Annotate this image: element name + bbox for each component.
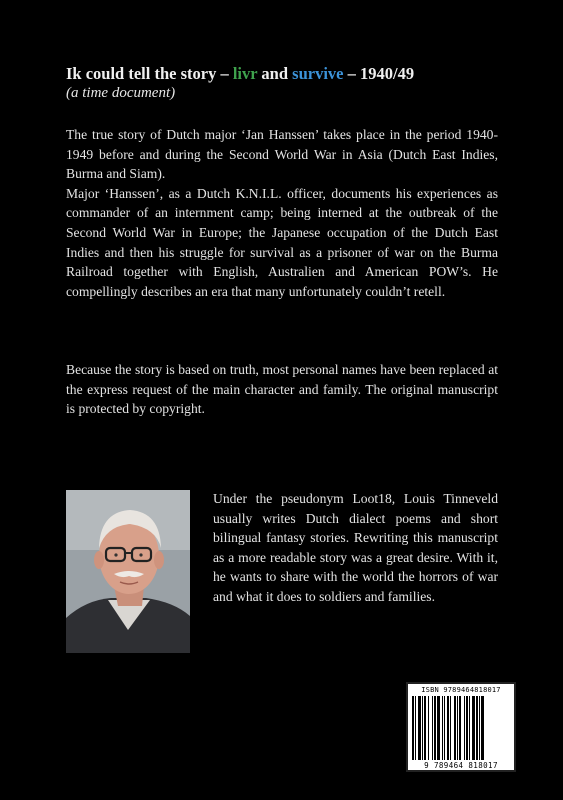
description-body: Major ‘Hanssen’, as a Dutch K.N.I.L. officer, documents his experiences as commander of an internment camp; being interned at the outbreak of the Second World War in Europe; the Japanese occupation of the Dutch East Indies and then his struggle for survival as a prisoner of war on the Burma Railroad together with English, Australien and American POW’s. He compellingly describes an era that many unfortunately couldn’t retell.: [66, 185, 498, 299]
barcode-bar: [450, 696, 451, 760]
title-word-livr: livr: [232, 64, 258, 83]
barcode-bar: [444, 696, 445, 760]
barcode-bar: [437, 696, 440, 760]
barcode-bar: [447, 696, 449, 760]
title-suffix: – 1940/49: [343, 64, 415, 83]
barcode-bar: [472, 696, 475, 760]
barcode-bar: [412, 696, 414, 760]
book-title: [66, 64, 536, 84]
barcode-bar: [466, 696, 468, 760]
barcode-bar: [415, 696, 416, 760]
title-word-survive: survive: [292, 64, 344, 83]
barcode-bar: [424, 696, 426, 760]
isbn-barcode: [406, 682, 516, 772]
book-subtitle: (a time document): [66, 85, 176, 101]
barcode-bar: [432, 696, 433, 760]
barcode-bar: [481, 696, 484, 760]
barcode-bar: [454, 696, 456, 760]
barcode-bar: [418, 696, 421, 760]
barcode-bar: [459, 696, 461, 760]
barcode-bar: [464, 696, 465, 760]
title-prefix: Ik could tell the story –: [66, 64, 233, 83]
isbn-digits: 9 789464 818017: [424, 761, 498, 770]
author-bio: Under the pseudonym Loot18, Louis Tinneveld usually writes Dutch dialect poems and short bilingual fantasy stories. Rewriting this manuscript as a more readable story was a great desire. With it, he wants to share with the world the horrors of war and what it does to soldiers and families.: [213, 491, 498, 604]
title-middle: and: [257, 64, 293, 83]
barcode-bar: [476, 696, 478, 760]
barcode-bar: [469, 696, 470, 760]
description-paragraph-2: Because the story is based on truth, most personal names have been replaced at the express request of the main character and family. The original manuscript is protected by copyright.: [66, 362, 498, 417]
barcode-bar: [428, 696, 429, 760]
isbn-label: ISBN 9789464818017: [421, 686, 501, 694]
author-photo: [66, 490, 190, 653]
barcode-bar: [457, 696, 458, 760]
barcode-bar: [434, 696, 436, 760]
description-intro: The true story of Dutch major ‘Jan Hanssen’ takes place in the period 1940-1949 before and during the Second World War in Asia (Dutch East Indies, Burma and Siam).: [66, 127, 498, 182]
barcode-bar: [442, 696, 443, 760]
author-portrait-icon: [66, 490, 190, 653]
barcode-bars: [412, 696, 514, 760]
barcode-bar: [422, 696, 423, 760]
barcode-bar: [479, 696, 480, 760]
description-paragraph-1: [66, 125, 498, 301]
